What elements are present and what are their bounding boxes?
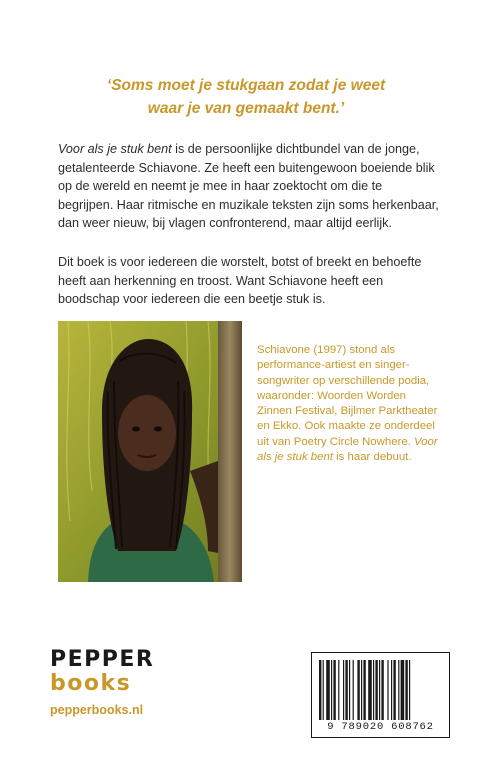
bio-book-title: Voor als je stuk bent	[257, 435, 438, 464]
quote-line-2: waar je van gemaakt bent.’	[147, 100, 345, 117]
blurb-paragraph-2: Dit boek is voor iedereen die worstelt, botst of breekt en behoefte heeft aan herkenning en troost. Want Schiavone heeft een boodschap voor iedereen die een beetje stuk is.	[58, 255, 422, 307]
logo-books: books	[50, 671, 132, 696]
author-bio	[257, 343, 442, 465]
isbn-barcode	[311, 652, 450, 738]
isbn-number: 9 789020 608762	[327, 721, 434, 733]
back-cover-quote	[40, 74, 452, 120]
book-title: Voor als je stuk bent	[58, 142, 172, 156]
publisher-url: pepperbooks.nl	[50, 703, 144, 717]
bio-text-end: is haar debuut.	[332, 451, 412, 464]
bio-text-start: Schiavone (1997) stond als performance-artiest en singer-songwriter op verschillende podia, waaronder: Woorden Worden Zinnen Festival, Bijlmer Parktheater en Ekko. Ook maakte ze onderdeel uit van Poetry Circle Nowhere.	[257, 344, 438, 448]
blurb-paragraph-1-text: is de persoonlijke dichtbundel van de jonge, getalenteerde Schiavone. Ze heeft een buitengewoon boeiende blik op de wereld en neemt je mee in haar zoektocht om die te begrijpen. Haar ritmische en muzikale teksten zijn soms herkenbaar, dan weer nieuw, bij vlagen confronterend, maar altijd eerlijk.	[58, 142, 439, 231]
author-photo	[58, 321, 242, 582]
logo-pepper: PEPPER	[50, 647, 155, 672]
publisher-logo	[50, 648, 190, 717]
barcode-bars	[319, 660, 441, 720]
blurb-paragraph-1	[58, 140, 440, 233]
quote-line-1: ‘Soms moet je stukgaan zodat je weet	[106, 77, 386, 94]
